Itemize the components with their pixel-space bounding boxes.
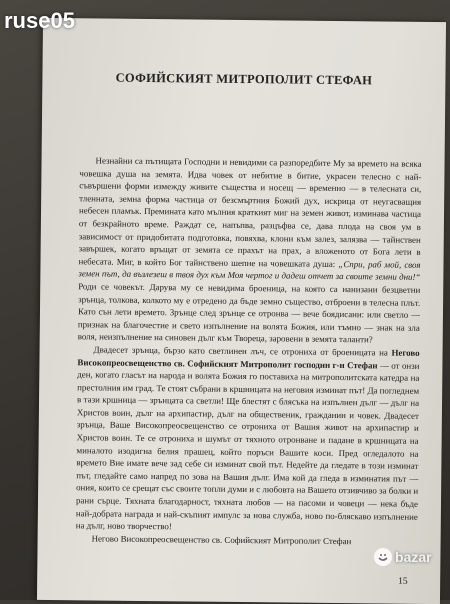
paragraph-1-quote: „Спри, раб мой, своя земен път, да възлезеш в твоя дух към Моя чертог и дадеш отчет за своите земни дни!“: [78, 258, 421, 283]
paragraph-1: [78, 154, 422, 346]
book-page: [37, 18, 446, 604]
paragraph-2-start: Двадесет зрънца, бързо като светлинен лъч, се отрониха от броеницата на: [93, 344, 392, 358]
paragraph-2-end: — от онзи ден, когато гласът на народа и волята Божия го поставиха на митрополитската катедра на престолния им град. Те стоят събрани в кршницата на неговия изминат път! Да погледнем в тази кршница — зрънцата са светли! Ще блестят с блясъка на изпълнен дълг — дълг на Христов воин, дълг на архипастир, дълг на общественик, гражданин и човек. Двадесет зрънца, Ваше Високопреосвещенство се отрониха от Вашия живот на архипастир и Христов воин. Те се отрониха и шумът от тяхното отронване и падане в кршницата на миналото изодигна белия прашец, който поръси Вашите коси. Пред огледалото на времето Вие имате вече зад себе си изминат свой път. Недейте да гледате в този изминат път, гледайте само напред по зова на Вашия дълг. Има кой да гледа в изминатия път — ония, които се срещат със своите топли думи и с любовта на Вашето отзивчиво за болки и рани сърце. Тяхната благодарност, тяхната любов — на пасоми и човеци — нека бъде най-добрата награда и най-скъпият импулс за нова служба, ново по-бляскаво изпълнение на дълг, ново творчество!: [75, 359, 420, 532]
paragraph-2: [76, 343, 420, 535]
paragraph-3: Негово Високопреосвещенство св. Софийският Митрополит Стефан: [91, 533, 352, 546]
paragraph-1-end: Роди се човекът. Дарува му се невидима броеница, на която са нанизани безцветни зрънца, толкова, колкото му е отредено да бъде земно същество, отброени в телесна плът. Като сън лети времето. Зрънце след зрънце се отронва — вече боядисани: или светло — признак на благочестие и свето изпълнение на волята Божия, или тъмно — знак на зла воля, неизпълнение на синовен дълг към Твореца, заровени в земята таланти?: [77, 281, 421, 345]
paragraph-1-start: Незнайни са пътищата Господни и невидими са разпоредбите Му за времето на всяка човешка душа на земята. Идва човек от небитие в битие, украсен телесно с най-съвършени форми измежду живите същества и носещ — временно — в телесната си, тленната, земна форма частица от безсмъртния Божий дух, искрица от неугасващия небесен пламък. Премината като мълния краткият миг на земен живот, изминава частица от безкрайното време. Раждат се, напъпва, разцъфва се, дава плода на своя ум в зависимост от придобитата подготовка, повяхва, клони към залез, залязва — тайнствен завършек, когато връщат от земята се прахът на прах, а вложеното от Бога лети в небесата. Миг, в който Бог тайнствено шепне на човешката душа:: [78, 155, 422, 269]
page-title: СОФИЙСКИЯТ МИТРОПОЛИТ СТЕФАН: [115, 70, 373, 88]
bazar-label: bazar: [395, 549, 432, 565]
bazar-badge: [374, 548, 432, 566]
watermark-logo: ruse05: [4, 8, 75, 33]
page-body: [76, 154, 422, 548]
page-number: 15: [398, 576, 408, 587]
bazar-logo-icon: [374, 548, 392, 566]
paragraph-2-bold: Негово Високопреосвещенство св. Софийският Митрополит господин г-н Стефан: [77, 347, 420, 370]
